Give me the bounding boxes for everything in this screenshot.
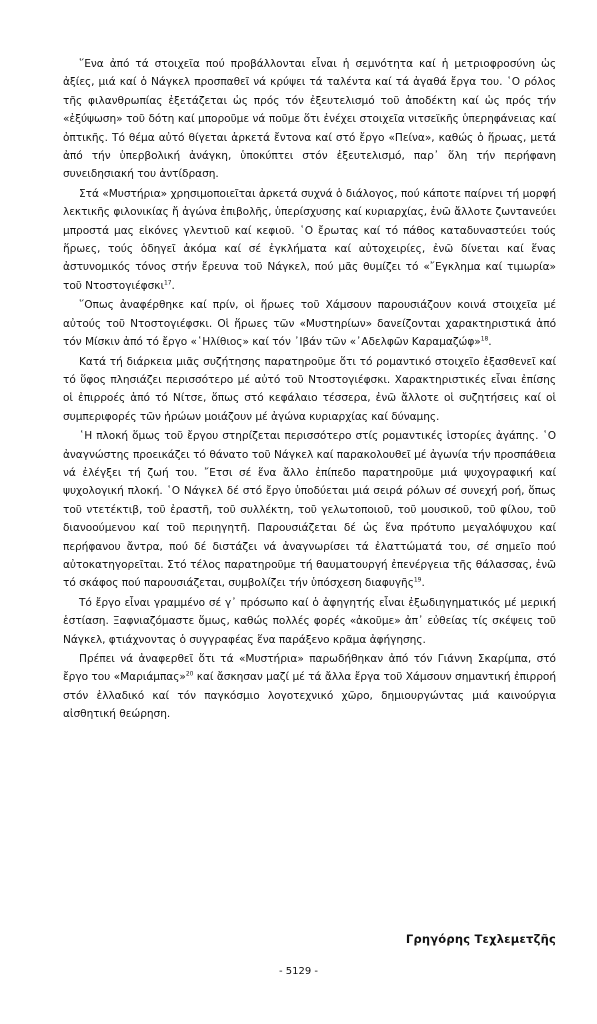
paragraph-heroes: ῞Οπως ἀναφέρθηκε καί πρίν, οἱ ἥρωες τοῦ Χάμσουν παρουσιάζουν κοινά στοιχεῖα μέ αὐτούς τοῦ Ντοστογιέφσκι. Οἱ ἥρωες τῶν «Μυστηρίων» δανείζονται χαρακτηριστικά ἀπό τόν Μίσκιν ἀπό τό ἔργο «῾Ηλίθιος» καί τόν ᾿Ιβάν τῶν «᾿Αδελφῶν Καραμαζώφ»$^{18}$.	[63, 299, 556, 349]
footnote-ref-18[interactable]: 18	[480, 335, 489, 343]
paragraph-conversation: Κατά τή διάρκεια μιᾶς συζήτησης παρατηροῦμε ὅτι τό ρομαντικό στοιχεῖο ἐξασθενεῖ καί τό ὕφος πλησιάζει περισσότερο μέ αὐτό τοῦ Ντοστογιέφσκι. Χαρακτηριστικές εἶναι ἐπίσης οἱ ἐπιρροές ἀπό τό Νίτσε, ὅπως στό κεφάλαιο τέσσερα, ἐνῶ ἄλλοτε οἱ συζητήσεις καί οἱ συμπεριφορές τῶν ἡρώων μοιάζουν μέ ἀγώνα κυριαρχίας καί δύναμης.	[63, 355, 556, 423]
paragraph-narration: Τό ἔργο εἶναι γραμμένο σέ γ᾽ πρόσωπο καί ὁ ἀφηγητής εἶναι ἐξωδιηγηματικός μέ μερική ἑστίαση. Ξαφνιαζόμαστε ὅμως, καθώς πολλές φορές «ἀκοῦμε» ἀπ᾽ εὐθείας τίς σκέψεις τοῦ Νάγκελ, φτιάχνοντας ὁ συγγραφέας ἕνα παράξενο κρᾶμα ἀφήγησης.	[63, 596, 556, 646]
article-body	[63, 55, 556, 725]
paragraph-influence: Πρέπει νά ἀναφερθεῖ ὅτι τά «Μυστήρια» παρωδήθηκαν ἀπό τόν Γιάννη Σκαρίμπα, στό ἔργο του «Μαριάμπας»$^{20}$ καί ἄσκησαν μαζί μέ τά ἄλλα ἔργα τοῦ Χάμσουν σημαντική ἐπιρροή στόν ἑλλαδικό καί τόν παγκόσμιο λογοτεχνικό χῶρο, δημιουργώντας μιά καινούργια αἰσθητική θεώρηση.	[63, 653, 556, 721]
paragraph-plot: ῾Η πλοκή ὅμως τοῦ ἔργου στηρίζεται περισσότερο στίς ρομαντικές ἱστορίες ἀγάπης. ῾Ο ἀναγνώστης προεικάζει τό θάνατο τοῦ Νάγκελ καί παρακολουθεῖ μέ ἀγωνία τήν προσπάθεια νά ἐλέγξει τή ζωή του. ῎Ετσι σέ ἕνα ἄλλο ἐπίπεδο παρατηροῦμε μιά ψυχογραφική καί ψυχολογική πλοκή. ῾Ο Νάγκελ δέ στό ἔργο ὑποδύεται μιά σειρά ρόλων σέ συνεχή ροή, ὅπως τοῦ ντετέκτιβ, τοῦ ἐραστῆ, τοῦ συλλέκτη, τοῦ γελωτοποιοῦ, τοῦ μουσικοῦ, τοῦ φίλου, τοῦ διανοούμενου καί τοῦ περιηγητῆ. Παρουσιάζεται δέ ὡς ἕνα πρότυπο μεγαλόψυχου καί περήφανου ἄντρα, πού δέ διστάζει νά ἀναγνωρίσει τά ἐλαττώματά του, σέ σημεῖο πού αὐτοκατηγορεῖται. Στό τέλος παρατηροῦμε τή θαυματουργή ἐπενέργεια τῆς θάλασσας, ἐνῶ τό σκάφος πού παρουσιάζεται, συμβολίζει τήν ὑπόσχεση διαφυγῆς$^{19}$.	[63, 430, 556, 590]
footnote-ref-17[interactable]: 17	[163, 279, 172, 287]
footnote-ref-20[interactable]: 20	[185, 670, 194, 678]
author-signature: Γρηγόρης Τεχλεμετζῆς	[405, 932, 556, 946]
paragraph-humility: ῞Ενα ἀπό τά στοιχεῖα πού προβάλλονται εἶναι ἡ σεμνότητα καί ἡ μετριοφροσύνη ὡς ἀξίες, μιά καί ὁ Νάγκελ προσπαθεῖ νά κρύψει τά ταλέντα καί τά ἀγαθά ἔργα του. ῾Ο ρόλος τῆς φιλανθρωπίας ἐξετάζεται ὡς πρός τόν ἐξευτελισμό τοῦ ἀποδέκτη καί ὡς πρός τήν «ἐξύψωση» τοῦ δότη καί μποροῦμε νά ποῦμε ὅτι ἐνέχει στοιχεῖα νιτσεϊκῆς ὑπερηφάνειας καί ὀπτικῆς. Τό θέμα αὐτό θίγεται ἀρκετά ἔντονα καί στό ἔργο «Πείνα», καθώς ὁ ἥρωας, μετά ἀπό τήν ὑπερβολική ἀνάγκη, ὑποκύπτει στόν ἐξευτελισμό, παρ᾽ ὅλη τήν περήφανη συνειδησιακή του ἀντίδραση.	[63, 58, 556, 181]
page-number: - 5129 -	[278, 966, 319, 977]
paragraph-dialogue: Στά «Μυστήρια» χρησιμοποιεῖται ἀρκετά συχνά ὁ διάλογος, πού κάποτε παίρνει τή μορφή λεκτικῆς φιλονικίας ἤ ἀγώνα ἐπιβολῆς, ὑπερίσχυσης καί κυριαρχίας, ἐνῶ ἄλλοτε ζωντανεύει μπροστά μας εἰκόνες γλεντιοῦ καί κεφιοῦ. ῾Ο ἔρωτας καί τό πάθος καταδυναστεύει τούς ἥρωες, τούς ὁδηγεῖ ἀκόμα καί σέ ἐγκλήματα καί αὐτοχειρίες, ἐνῶ δίνεται καί ἕνας ἀστυνομικός τόνος στήν ἔρευνα τοῦ Νάγκελ, πού μᾶς θυμίζει τό «῎Εγκλημα καί τιμωρία» τοῦ Ντοστογιέφσκι$^{17}$.	[63, 187, 556, 292]
footnote-ref-19[interactable]: 19	[413, 576, 422, 584]
